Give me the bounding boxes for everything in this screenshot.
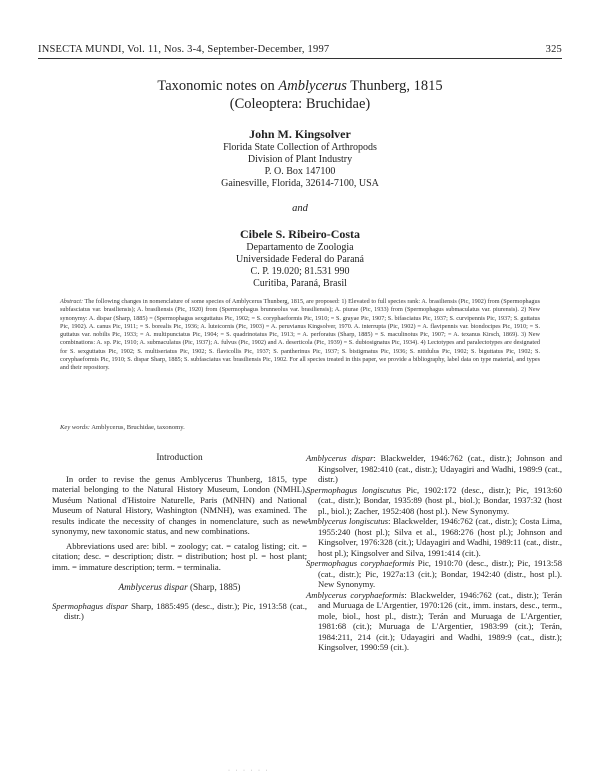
abstract-label: Abstract:	[60, 298, 84, 305]
right-column	[306, 453, 562, 653]
author-1-affiliation-line: Division of Plant Industry	[247, 154, 353, 165]
paper-subtitle: (Coleoptera: Bruchidae)	[229, 96, 371, 112]
keywords	[60, 424, 185, 431]
author-2-affiliation-line: Universidade Federal do Paraná	[235, 254, 364, 265]
synonymy-entry: Amblycerus dispar: Blackwelder, 1946:762 (cat., distr.); Johnson and Kingsolver, 1982:410 (cat., distr.); Udayagiri and Wadhi, 1989:9 (cat., distr.)	[306, 453, 562, 484]
abbreviations-paragraph: Abbreviations used are: bibl. = zoology; cat. = catalog listing; cit. = citation; desc. = description; distr. = distribution; host pl. = host plant; imm. = immature description; term. = terminalia.	[52, 540, 307, 572]
footer-mark: · · · · · ·	[228, 768, 270, 774]
paper-title: Taxonomic notes on Amblycerus Thunberg, 1815	[157, 78, 443, 94]
left-column	[52, 453, 307, 622]
author-2-affiliation-line: C. P. 19.020; 81.531 990	[250, 266, 350, 277]
author-1-affiliation-line: Gainesville, Florida, 32614-7100, USA	[221, 178, 379, 189]
author-2-name: Cibele S. Ribeiro-Costa	[239, 227, 361, 241]
running-head	[38, 44, 562, 55]
title-genus: Amblycerus	[278, 78, 347, 94]
header-rule	[38, 58, 562, 59]
keywords-text: Amblycerus, Bruchidae, taxonomy.	[89, 424, 185, 431]
author-2-affiliation-line: Curitiba, Paraná, Brasil	[253, 278, 347, 289]
author-1-affiliation-line: Florida State Collection of Arthropods	[223, 142, 377, 153]
synonymy-entry: Spermophagus coryphaeformis Pic, 1910:70 (desc., distr.); Pic, 1913:58 (cat., distr.); Pic, 1927a:13 (cit.); Bondar, 1942:40 (distr., host pl.). New Synonymy.	[306, 558, 562, 589]
author-1-name: John M. Kingsolver	[249, 127, 351, 141]
synonymy-entry: Amblycerus coryphaeformis: Blackwelder, 1946:762 (cat., distr.); Terán and Muruaga de L'Argentier, 1970:126 (cit., imm. instars, desc., term., mole, biol., host pl., distr.); Terán and Muruaga de L'Argentier, 1981:68 (cit.); Muruaga de L'Argentier, 1983:99 (cit.); Terán, 1984:211, 214 (cit.); Udayagiri and Wadhi, 1989:9 (cat., distr.); Kingsolver, 1990:59 (cit.).	[306, 589, 562, 652]
keywords-label: Key words:	[60, 424, 90, 431]
abstract	[60, 298, 540, 372]
author-conjunction: and	[292, 203, 308, 214]
species-heading: Amblycerus dispar (Sharp, 1885)	[118, 582, 241, 592]
synonymy-entry: Spermophagus longiscutus Pic, 1902:172 (desc., distr.); Pic, 1913:60 (cat., distr.); Bondar, 1935:89 (host pl., biol.); Bondar, 1937:32 (host pl., biol.); Zacher, 1952:408 (host pl.). New Synonymy.	[306, 484, 562, 516]
page-number: 325	[545, 44, 562, 55]
abstract-text: The following changes in nomenclature of some species of Amblycerus Thunberg, 1815, are proposed: 1) Elevated to full species rank: A. brasiliensis (Pic, 1902) from (Spermophagus subfasciatus var. brasiliensis); A. brasiliensis (Pic, 1920) from (Spermophagus brunneolus var. brasiliensis); A. piurae (Pic, 1933) from (Spermophagus submaculatus var. piurensis). 2) New synonymy: A. dispar (Sharp, 1885) = (Spermophagus sexguttatus Pic, 1902; = S. coryphaeformis Pic, 1910; = S. grayae Pic, 1907; S. bifasciatus Pic, 1937; S. curvipennis Pic, 1937; S. guttatus Pic, 1902). A. canus Pic, 1911; = S. borealis Pic, 1936; A. luteicornis (Pic, 1903) = A. peruvianus Kingsolver, 1970. A. interrupta (Pic, 1902) = A. flavipennis var. biondocipes Pic, 1910; = S. guttatus var. nobilis Pic, 1933; = A. multipunctatus Pic, 1904; = S. quadrinotatus Pic, 1913; = A. perforatus (Sharp, 1885) = S. maculinotus Pic, 1907; = A. texanus Kirsch, 1869). 3) New combinations: A. sp. Pic, 1910; A. submaculatus (Pic, 1937); A. fulvus (Pic, 1902) and A. deserticola (Pic, 1939) = S. dubiosignatus Pic, 1934). 4) Lectotypes and paralectotypes are designated for S. sexguttatus Pic, 1902; S. multiseriatus Pic, 1902; S. flavicollis Pic, 1937; S. pantherinus Pic, 1937; S. bistigmatus Pic, 1936; S. nitidulus Pic, 1902; S. biguttatus Pic, 1902; S. coryphaeformis Pic, 1910; S. dispar Sharp, 1885; S. subfasciatus var. brasiliensis Pic, 1902. For all species treated in this paper, we provide a bibliography, label data on type material, and types and their repository.	[60, 298, 540, 371]
author-1-affiliation-line: P. O. Box 147100	[264, 166, 336, 177]
introduction-heading: Introduction	[156, 453, 203, 463]
journal-citation: INSECTA MUNDI, Vol. 11, Nos. 3-4, September-December, 1997	[38, 44, 330, 55]
introduction-paragraph: In order to revise the genus Amblycerus Thunberg, 1815, type material belonging to the Natural History Museum, London (NMHL), Muséum National d'Histoire Naturelle, Paris (MNHN) and National Museum of Natural History, Washington (NMNH), was examined. The results indicate the necessity of changes in nomenclature, such as new synonymy, new taxonomic status, and new combinations.	[52, 473, 307, 536]
synonymy-entry: Amblycerus longiscutus: Blackwelder, 1946:762 (cat., distr.); Costa Lima, 1955:240 (host pl.); Silva et al., 1968:276 (host pl.); Johnson and Kingsolver, 1976:328 (cit.); Udayagiri and Wadhi, 1989:11 (cat., distr., host pl.); Kingsolver and Silva, 1991:414 (cit.).	[306, 516, 562, 558]
author-2-affiliation-line: Departamento de Zoologia	[246, 242, 354, 253]
synonymy-entry: Spermophagus dispar Sharp, 1885:495 (desc., distr.); Pic, 1913:58 (cat., distr.)	[52, 600, 307, 621]
